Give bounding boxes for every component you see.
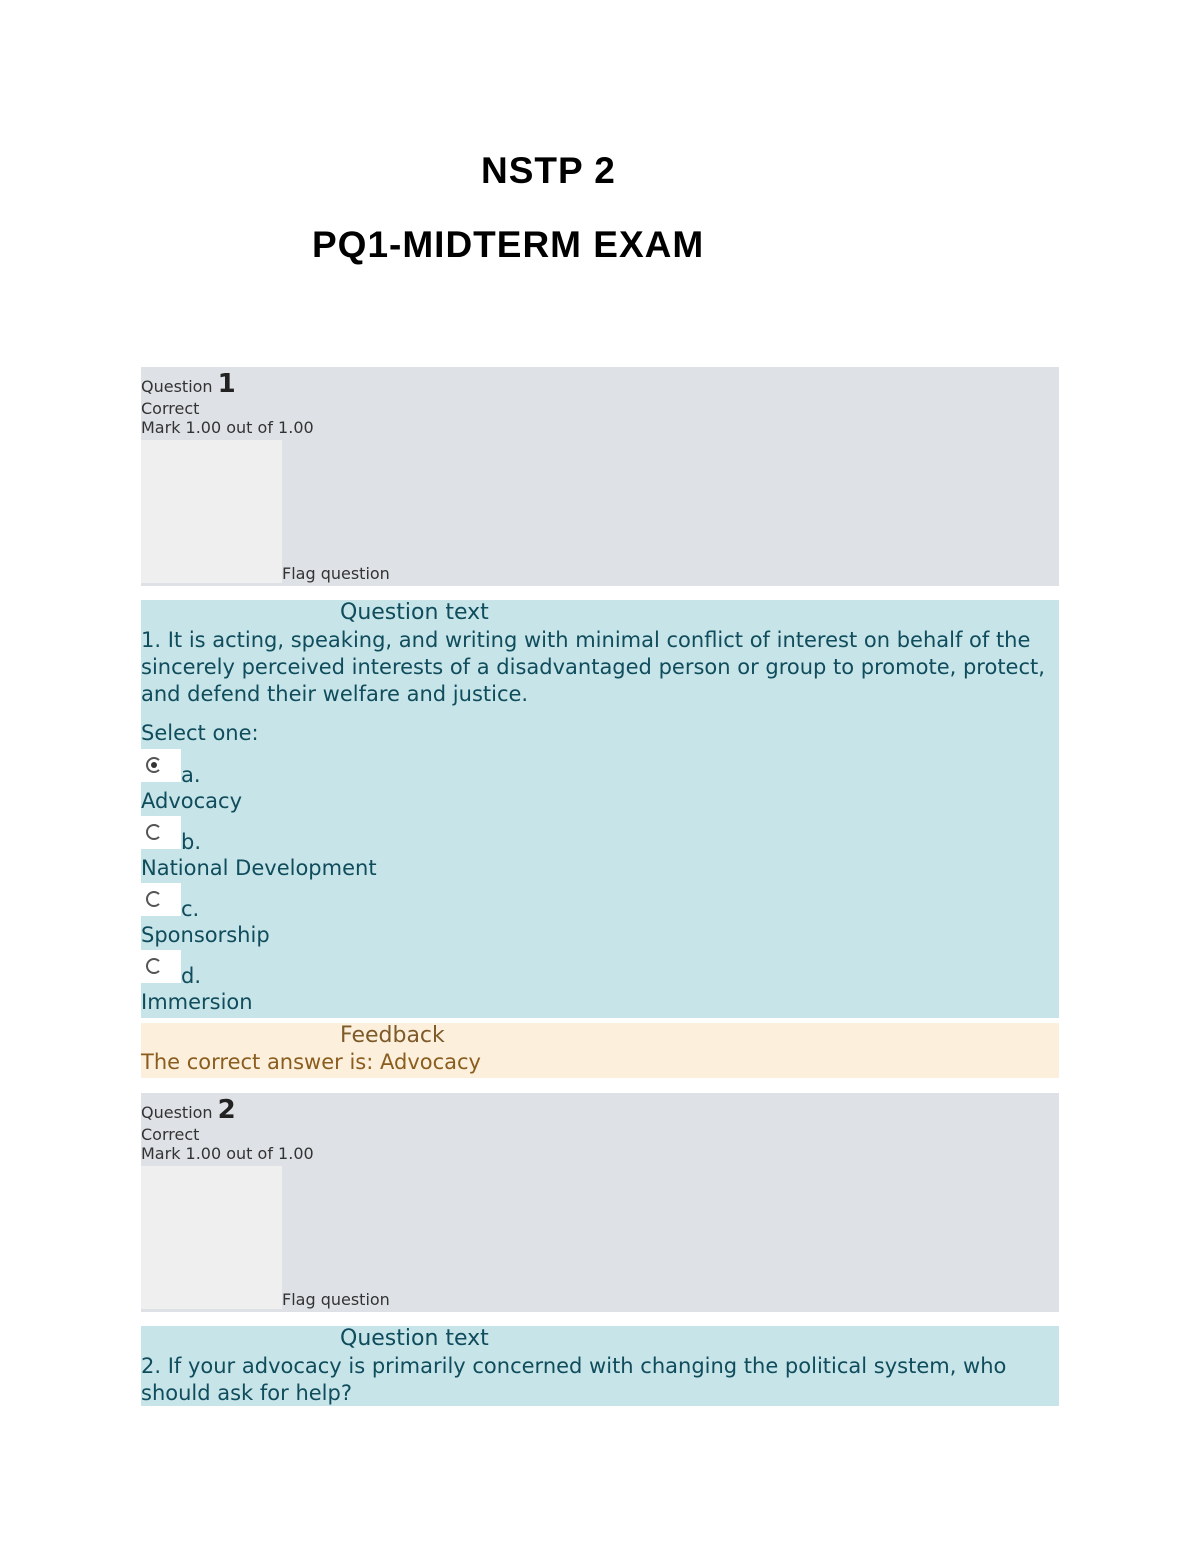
question-grade: Mark 1.00 out of 1.00 [141,1144,314,1163]
option-letter: d. [181,964,202,988]
radio-unchecked-icon[interactable] [146,958,162,974]
select-one-prompt: Select one: [141,721,259,745]
option-letter: c. [181,897,200,921]
flag-icon[interactable] [141,1166,282,1309]
question-grade: Mark 1.00 out of 1.00 [141,418,314,437]
option-text: Advocacy [141,789,242,813]
question-state: Correct [141,399,200,418]
answer-option-a[interactable] [141,749,541,811]
question-2-info [141,1093,1059,1312]
feedback-text: The correct answer is: Advocacy [141,1050,481,1074]
radio-container [141,950,181,983]
question-number-value: 2 [217,1095,236,1125]
answer-option-c[interactable] [141,883,541,945]
question-state: Correct [141,1125,200,1144]
option-letter: b. [181,830,202,854]
flag-icon[interactable] [141,440,282,583]
radio-container [141,749,181,782]
question-text-heading: Question text [340,1326,489,1351]
course-title: NSTP 2 [481,150,616,191]
question-number [141,1095,236,1125]
option-text: Sponsorship [141,923,270,947]
question-2-formulation [141,1326,1059,1406]
flag-question-link[interactable]: Flag question [282,564,390,583]
question-1-feedback [141,1023,1059,1078]
option-text: National Development [141,856,377,880]
question-label: Question [141,1103,213,1122]
feedback-heading: Feedback [340,1023,445,1048]
radio-container [141,816,181,849]
answer-option-d[interactable] [141,950,541,1012]
question-label: Question [141,377,213,396]
flag-question-link[interactable]: Flag question [282,1290,390,1309]
radio-checked-icon[interactable] [146,757,162,773]
radio-container [141,883,181,916]
question-text: 2. If your advocacy is primarily concerned with changing the political system, who should ask for help? [141,1354,1007,1405]
answer-option-b[interactable] [141,816,541,878]
radio-unchecked-icon[interactable] [146,891,162,907]
question-1-info [141,367,1059,586]
question-text: 1. It is acting, speaking, and writing with minimal conflict of interest on behalf of the sincerely perceived interests of a disadvantaged person or group to promote, protect, and defend their welfare and justice. [141,628,1045,706]
option-letter: a. [181,763,201,787]
question-number [141,369,236,399]
radio-unchecked-icon[interactable] [146,824,162,840]
question-text-heading: Question text [340,600,489,625]
option-text: Immersion [141,990,253,1014]
exam-title: PQ1-MIDTERM EXAM [312,224,705,265]
question-number-value: 1 [217,369,236,399]
question-1-formulation [141,600,1059,1018]
